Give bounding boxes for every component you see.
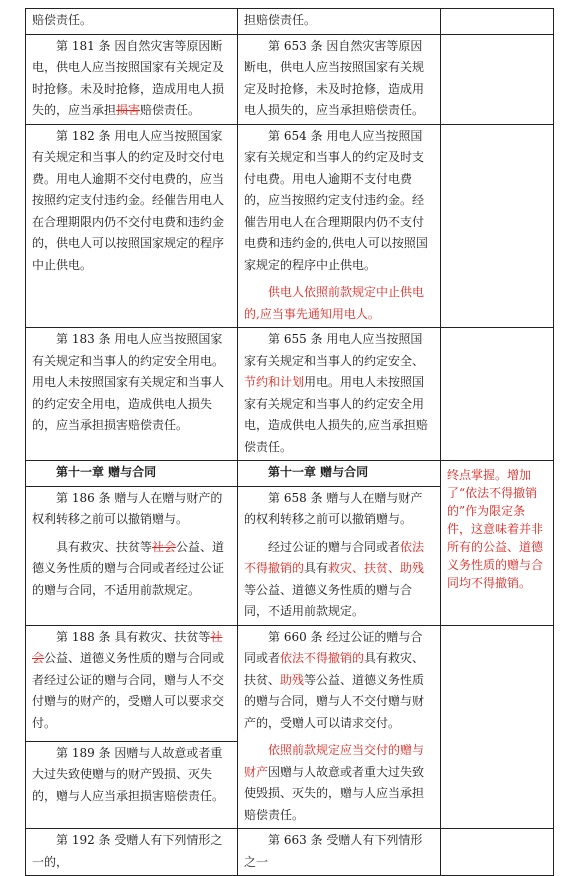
note-cell [441,625,554,829]
annotation-note: 终点掌握。增加了“依法不得撤销的”作为限定条件，这意味着并非所有的公益、道德义务性质的赠与合同均不得撤销。 [447,468,544,590]
table-row [26,328,554,461]
note-cell [441,829,554,876]
old-law-cell: 赔偿责任。 [26,9,238,35]
new-chapter-title: 第十一章 赠与合同 [238,461,441,487]
deleted-text: 社会 [152,539,177,554]
table-row [26,124,554,328]
added-text: 依照前款规定应当交付的赠与财产 [244,743,425,779]
chapter-header-row [26,461,554,487]
note-cell [441,34,554,124]
old-law-cell: 第 181 条 因自然灾害等原因断电，供电人应当按照国家有关规定及时抢修。未及时抢修，造成用电人损失的，应当承担损害赔偿责任。 [26,34,238,124]
added-text: 助残 [280,672,305,687]
added-text: 供电人依照前款规定中止供电的,应当事先通知用电人。 [244,285,425,321]
added-text: 救灾、扶贫、助残 [328,561,425,575]
old-chapter-title: 第十一章 赠与合同 [26,461,238,487]
table-row [26,34,554,124]
new-law-cell: 第 660 条 经过公证的赠与合同或者依法不得撤销的具有救灾、扶贫、助残等公益、道德义务性质的赠与合同，赠与人不交付赠与财产的，受赠人可以请求交付。 依照前款规定应当交付的赠与财产因赠与人故意或者重大过失致使毁损、灭失的，赠与人应当承担赔偿责任。 [238,625,441,829]
old-law-cell: 第 182 条 用电人应当按照国家有关规定和当事人的约定及时交付电费。用电人逾期不交付电费的，应当按照约定支付违约金。经催告用电人在合理期限内仍不交付电费和违约金的，供电人可以按照国家规定的程序中止供电。 [26,124,238,328]
old-law-cell: 第 183 条 用电人应当按照国家有关规定和当事人的约定安全用电。用电人未按照国家有关规定和当事人的约定安全用电，造成供电人损失的，应当承担损害赔偿责任。 [26,328,238,461]
note-cell [441,124,554,328]
table-row [26,625,554,741]
new-law-cell: 担赔偿责任。 [238,9,441,35]
note-cell [441,9,554,35]
old-law-cell: 第 189 条 因赠与人故意或者重大过失致使赠与的财产毁损、灭失的，赠与人应当承担损害赔偿责任。 [26,741,238,828]
note-cell [441,328,554,461]
old-law-cell: 第 188 条 具有救灾、扶贫等社会公益、道德义务性质的赠与合同或者经过公证的赠与合同，赠与人不交付赠与的财产的，受赠人可以要求交付。 [26,625,238,741]
comparison-table [25,8,554,876]
added-text: 节约和计划 [244,375,305,389]
new-law-cell: 第 653 条 因自然灾害等原因断电，供电人应当按照国家有关规定及时抢修，未及时抢修，造成用电人损失的，应当承担赔偿责任。 [238,34,441,124]
old-law-cell: 第 186 条 赠与人在赠与财产的权利转移之前可以撤销赠与。 具有救灾、扶贫等社会公益、道德义务性质的赠与合同或者经过公证的赠与合同，不适用前款规定。 [26,486,238,625]
added-text: 依法不得撤销的 [280,651,365,665]
new-law-cell: 第 655 条 用电人应当按照国家有关规定和当事人的约定安全、节约和计划用电。用电人未按照国家有关规定和当事人的约定安全用电，造成供电人损失的,应当承担赔偿责任。 [238,328,441,461]
new-law-cell: 第 663 条 受赠人有下列情形之一 [238,829,441,876]
note-cell [441,461,554,626]
deleted-text: 损害 [116,103,141,117]
new-law-cell: 第 654 条 用电人应当按照国家有关规定和当事人的约定及时支付电费。用电人逾期不支付电费的，应当按照约定支付违约金。经催告用电人在合理期限内仍不支付电费和违约金的,供电人可以按照国家规定的程序中止供电。 供电人依照前款规定中止供电的,应当事先通知用电人。 [238,124,441,328]
table-row [26,9,554,35]
added-text: 依法不得撤销的 [244,539,425,575]
deleted-text: 社会 [32,629,223,665]
table-row [26,829,554,876]
old-law-cell: 第 192 条 受赠人有下列情形之一的， [26,829,238,876]
new-law-cell: 第 658 条 赠与人在赠与财产的权利转移之前可以撤销赠与。 经过公证的赠与合同或者依法不得撤销的具有救灾、扶贫、助残等公益、道德义务性质的赠与合同，不适用前款规定。 [238,486,441,625]
